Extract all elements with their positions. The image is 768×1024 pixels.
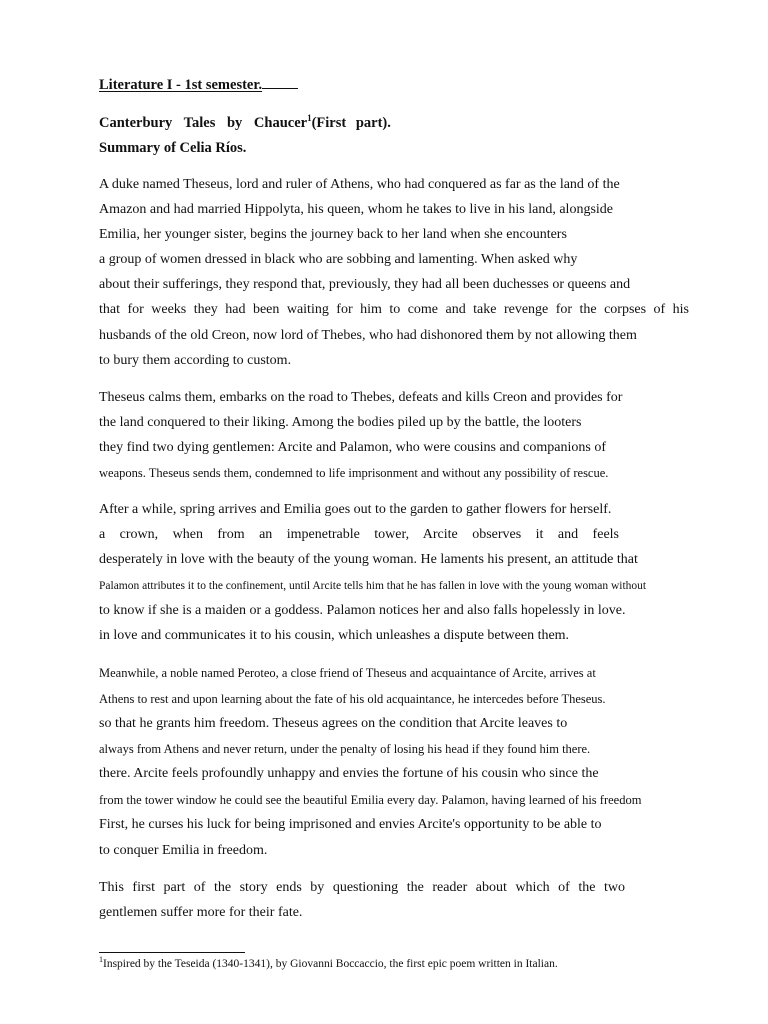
paragraph-line: that for weeks they had been waiting for him to come and take revenge for the corpses of his	[99, 302, 689, 317]
paragraph-line: Amazon and had married Hippolyta, his queen, whom he takes to live in his land, alongside	[99, 202, 613, 217]
footnote-text: Inspired by the Teseida (1340-1341), by Giovanni Boccaccio, the first epic poem written in Italian.	[103, 958, 558, 970]
paragraph-line: Theseus calms them, embarks on the road to Thebes, defeats and kills Creon and provides for	[99, 390, 623, 405]
paragraph-line: This first part of the story ends by questioning the reader about which of the two	[99, 880, 625, 895]
paragraph-line: a crown, when from an impenetrable tower, Arcite observes it and feels	[99, 527, 619, 542]
heading-part: (First part).	[311, 115, 391, 131]
paragraph-line: Emilia, her younger sister, begins the journey back to her land when she encounters	[99, 227, 567, 242]
title-underline-tail	[262, 76, 298, 89]
paragraph-line: A duke named Theseus, lord and ruler of Athens, who had conquered as far as the land of the	[99, 177, 620, 192]
footnote	[99, 957, 558, 971]
paragraph-line: to bury them according to custom.	[99, 353, 292, 368]
paragraph-line: the land conquered to their liking. Among the bodies piled up by the battle, the looters	[99, 415, 582, 430]
paragraph-line: they find two dying gentlemen: Arcite and Palamon, who were cousins and companions of	[99, 440, 607, 455]
paragraph-line: to know if she is a maiden or a goddess. Palamon notices her and also falls hopelessly in love.	[99, 603, 626, 618]
document-title	[99, 76, 298, 94]
paragraph-line: always from Athens and never return, under the penalty of losing his head if they found him there.	[99, 742, 591, 756]
paragraph-line: Meanwhile, a noble named Peroteo, a close friend of Theseus and acquaintance of Arcite, arrives at	[99, 666, 596, 680]
paragraph-line: First, he curses his luck for being imprisoned and envies Arcite's opportunity to be able to	[99, 817, 602, 832]
paragraph-line: a group of women dressed in black who are sobbing and lamenting. When asked why	[99, 252, 578, 267]
footnote-reference: 1	[307, 113, 312, 124]
paragraph-line: Palamon attributes it to the confinement, until Arcite tells him that he has fallen in love with the young woman without	[99, 580, 647, 592]
paragraph-line: Athens to rest and upon learning about the fate of his old acquaintance, he intercedes before Theseus.	[99, 692, 606, 706]
footnote-mark: 1	[99, 955, 103, 965]
heading-work-title: Canterbury Tales by Chaucer	[99, 115, 308, 131]
paragraph-line: there. Arcite feels profoundly unhappy and envies the fortune of his cousin who since the	[99, 766, 599, 781]
paragraph-line: to conquer Emilia in freedom.	[99, 843, 268, 858]
paragraph-line: from the tower window he could see the beautiful Emilia every day. Palamon, having learned of his freedom	[99, 793, 642, 807]
paragraph-line: so that he grants him freedom. Theseus agrees on the condition that Arcite leaves to	[99, 716, 568, 731]
paragraph-line: about their sufferings, they respond that, previously, they had all been duchesses or queens and	[99, 277, 631, 292]
paragraph-line: husbands of the old Creon, now lord of Thebes, who had dishonored them by not allowing them	[99, 328, 637, 343]
heading-line-1	[99, 114, 399, 132]
paragraph-line: in love and communicates it to his cousin, which unleashes a dispute between them.	[99, 628, 570, 643]
paragraph-line: desperately in love with the beauty of the young woman. He laments his present, an attitude that	[99, 552, 638, 567]
heading-line-2: Summary of Celia Ríos.	[99, 140, 247, 156]
footnote-separator	[99, 952, 245, 953]
paragraph-line: weapons. Theseus sends them, condemned to life imprisonment and without any possibility of rescue.	[99, 466, 609, 480]
paragraph-line: After a while, spring arrives and Emilia goes out to the garden to gather flowers for herself.	[99, 502, 612, 517]
title-text: Literature I - 1st semester.	[99, 77, 263, 93]
paragraph-line: gentlemen suffer more for their fate.	[99, 905, 303, 920]
